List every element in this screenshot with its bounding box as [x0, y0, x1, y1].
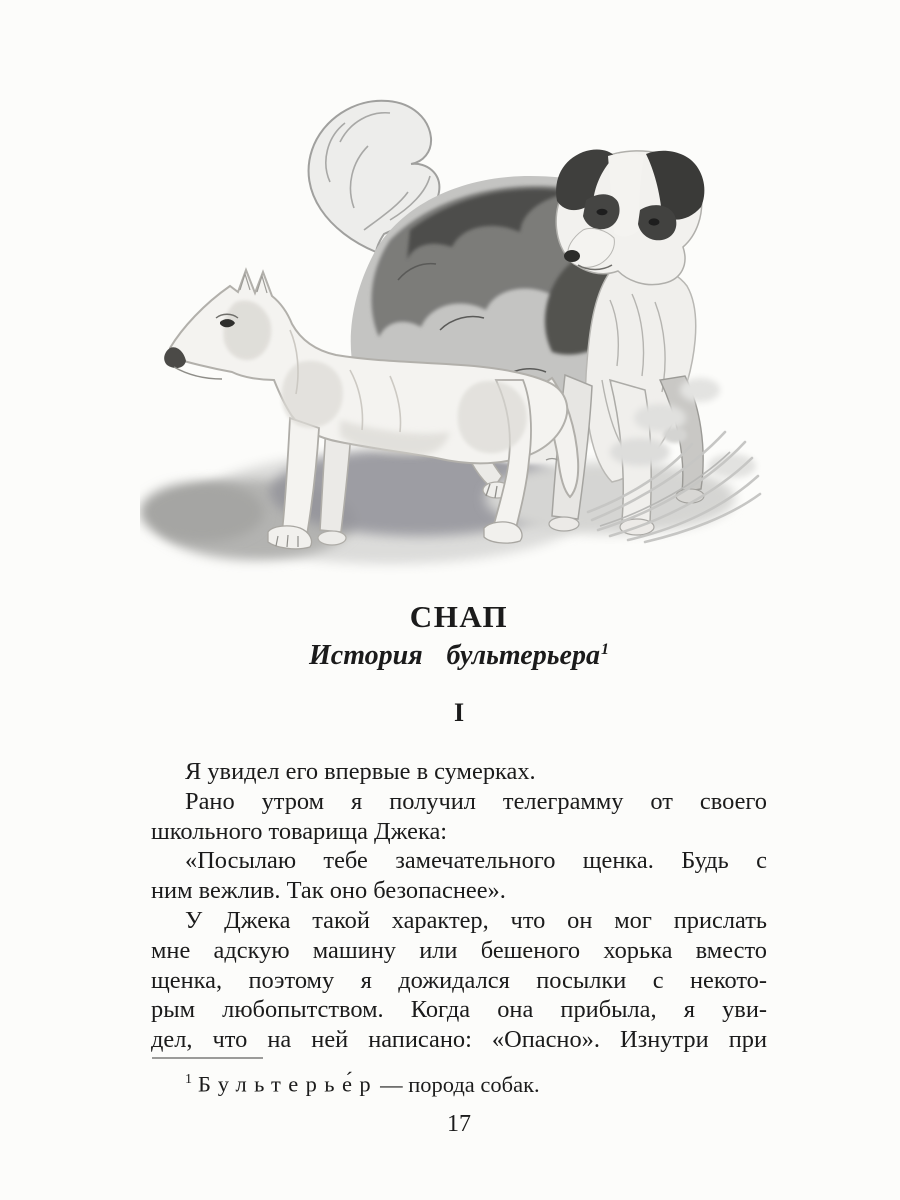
two-dogs-drawing	[140, 80, 768, 585]
illustration-two-dogs	[140, 80, 768, 585]
text-line: «Посылаю тебе замечательного щенка. Будь с	[185, 847, 767, 875]
text-line: Рано утром я получил телеграмму от своего	[185, 787, 767, 815]
text-line: дел, что на ней написано: «Опасно». Изнутри при	[151, 1026, 767, 1054]
text-line: мне адскую машину или бешеного хорька вместо	[151, 936, 767, 964]
text-line: ним вежлив. Так оно безопаснее».	[151, 877, 506, 905]
text-line: школьного товарища Джека:	[151, 817, 448, 845]
chapter-subtitle	[151, 640, 767, 672]
body-text	[151, 757, 767, 1055]
footnote-marker-superscript: 1	[600, 640, 609, 658]
chapter-title: СНАП	[409, 599, 509, 634]
footnote-separator	[152, 1057, 263, 1059]
text-line: У Джека такой характер, что он мог прислать	[185, 906, 767, 934]
page-number: 17	[447, 1111, 471, 1137]
footnote	[151, 1066, 767, 1099]
text-line: Я увидел его впервые в сумерках.	[185, 758, 536, 785]
text-line: рым любопытством. Когда она прибыла, я уви-	[151, 996, 767, 1024]
footnote-term: Бультерье́р	[198, 1071, 379, 1097]
footnote-marker: 1	[185, 1072, 192, 1087]
footnote-definition: — порода собак.	[380, 1071, 540, 1097]
section-number: I	[453, 698, 465, 727]
text-line: щенка, поэтому я дожидался посылки с некото-	[151, 966, 767, 994]
chapter-subtitle-text: История бультерьера	[309, 640, 600, 671]
